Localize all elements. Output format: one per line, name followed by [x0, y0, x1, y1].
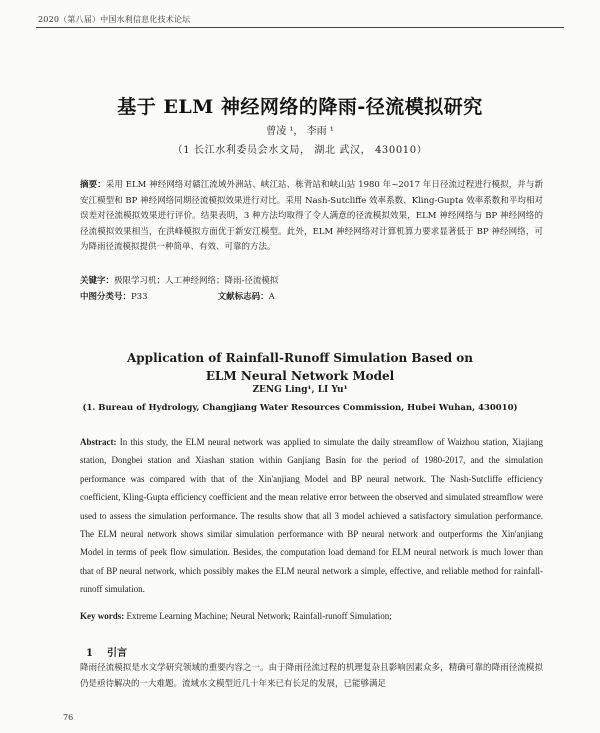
abstract-en: [80, 433, 543, 599]
header-rule: [36, 27, 564, 28]
paper-title-en-line2: ELM Neural Network Model: [205, 369, 395, 383]
authors-en: ZENG Ling¹, LI Yu¹: [252, 385, 348, 395]
abstract-cn: [80, 178, 543, 256]
keywords-cn-label: 关键字：: [80, 276, 115, 286]
affiliation-en: (1. Bureau of Hydrology, Changjiang Water Resources Commission, Hubei Wuhan, 430010): [82, 403, 518, 413]
section-number: 1: [86, 648, 93, 659]
clc-value: P33: [131, 292, 148, 302]
paper-title-cn: 基于 ELM 神经网络的降雨-径流模拟研究: [117, 96, 483, 118]
doc-code-label: 文献标志码：: [217, 292, 269, 302]
keywords-en: [80, 609, 543, 625]
abstract-cn-text: 采用 ELM 神经网络对赣江流域外洲站、峡江站、栋背站和峡山站 1980 年~2017 年日径流过程进行模拟，并与新安江模型和 BP 神经网络同期径流模拟效果进行对比。采用 Nash-Sutcliffe 效率系数、Kling-Gupta 效率系数和平均相对误差对径流模拟效果进行评价。结果表明，3 种方法均取得了令人满意的径流模拟效果，ELM 神经网络与 BP 神经网络的径流模拟效果相当，在洪峰模拟方面优于新安江模型。此外，ELM 神经网络对计算机算力要求显著低于 BP 神经网络，可为降雨径流模拟提供一种简单、有效、可靠的方法。: [80, 180, 543, 252]
abstract-cn-label: 摘要：: [80, 180, 106, 190]
classification-cn: [80, 290, 543, 306]
doc-code-value: A: [268, 292, 275, 302]
paper-title-en-line1: Application of Rainfall-Runoff Simulation Based on: [126, 351, 474, 365]
keywords-en-text: Extreme Learning Machine; Neural Network; Rainfall-runoff Simulation;: [126, 611, 392, 621]
section-heading-1: [86, 644, 127, 659]
running-head: 2020（第八届）中国水利信息化技术论坛: [38, 15, 191, 24]
affiliation-cn: （1 长江水利委员会水文局， 湖北 武汉， 430010）: [172, 145, 428, 156]
clc-label: 中图分类号：: [80, 292, 132, 302]
abstract-en-text: In this study, the ELM neural network was applied to simulate the daily streamflow of Waizhou station, Xiajiang station, Dongbei station and Xiashan station within Ganjiang Basin for the period of 1980-2017, and the simulation performance was compared with that of the Xin'anjiang Model and BP neural network. The Nash-Sutcliffe efficiency coefficient, Kling-Gupta efficiency coefficient and the mean relative error between the observed and simulated streamflow were used to assess the simulation performance. The results show that all 3 model achieved a satisfactory simulation performance. The ELM neural network shows similar simulation performance with BP neural network and outperforms the Xin'anjiang Model in terms of peek flow simulation. Besides, the computation load demand for ELM neural network is much lower than that of BP neural network, which possibly makes the ELM neural network a simple, effective, and reliable method for rainfall-runoff simulation.: [80, 437, 543, 595]
page-number: 76: [63, 713, 74, 722]
abstract-en-label: Abstract:: [80, 437, 117, 447]
section-title: 引言: [106, 648, 127, 659]
authors-cn: 曾凌 ¹， 李雨 ¹: [266, 126, 334, 137]
keywords-en-label: Key words:: [80, 611, 125, 621]
keywords-cn: [80, 274, 543, 290]
paper-title-en: [0, 349, 600, 385]
body-paragraph-cn: 降雨径流模拟是水文学研究领域的重要内容之一。由于降雨径流过程的机理复杂且影响因素众多，精确可靠的降雨径流模拟仍是亟待解决的一大难题。流域水文模型近几十年来已有长足的发展，已能够满足: [80, 663, 543, 689]
keywords-cn-text: 极限学习机；人工神经网络；降雨-径流模拟: [114, 276, 279, 286]
